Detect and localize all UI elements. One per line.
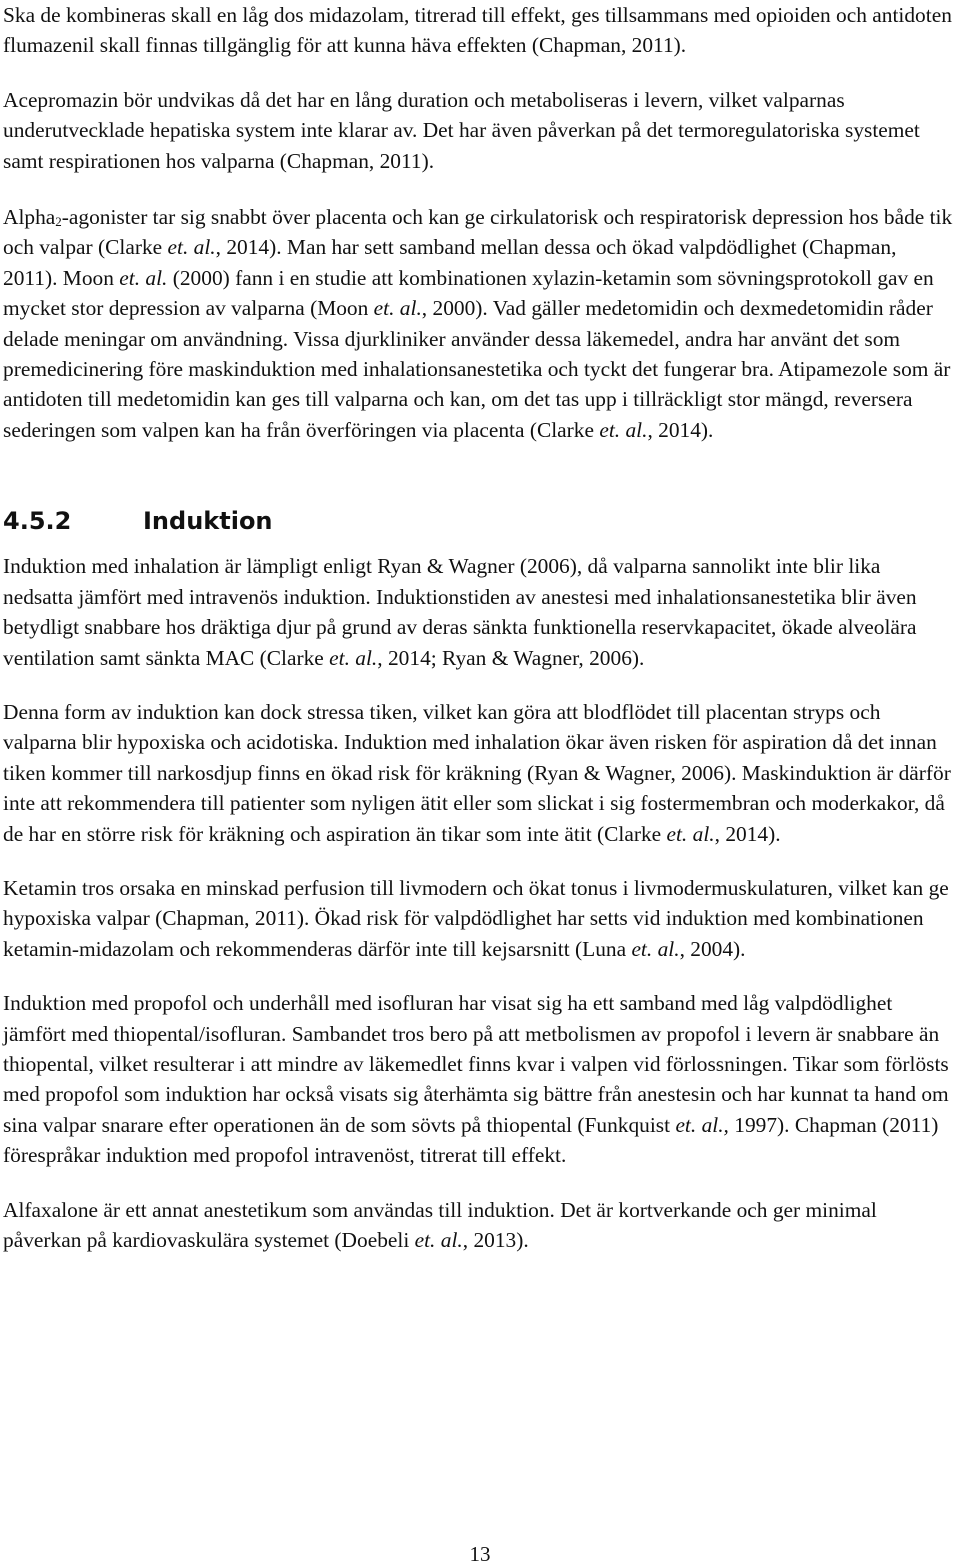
text-run: , 2014). (714, 821, 781, 846)
section-number: 4.5.2 (3, 507, 72, 536)
text-run: Ska de kombineras skall en låg dos midazolam, titrerad till effekt, ges tillsammans med opioiden och antidoten flumazenil skall finnas tillgänglig för att kunna häva effekten (Chapman, 2011). (3, 3, 952, 58)
text-run: Ketamin tros orsaka en minskad perfusion till livmodern och ökat tonus i livmodermuskulaturen, vilket kan ge hypoxiska valpar (Chapman, 2011). Ökad risk för valpdödlighet har setts vid induktion med kombinationen ketamin-midazolam och rekommenderas därför inte till kejsarsnitt (Luna (3, 875, 949, 961)
italic-text: et. al. (666, 821, 715, 846)
italic-text: et. al. (329, 645, 378, 670)
paragraph-ketamin (3, 873, 955, 964)
paragraph-inhalation (3, 551, 955, 673)
section-title: Induktion (143, 507, 273, 536)
text-run: , 2004). (679, 936, 746, 961)
italic-text: et. al. (599, 417, 648, 442)
italic-text: et. al., (675, 1112, 729, 1137)
text-run: , 2014). Man har sett samband mellan dessa och ökad valpdödlighet (Chapman, 2011). Moon (3, 235, 897, 290)
italic-text: et. al. (631, 936, 680, 961)
text-run: Alfaxalone är ett annat anestetikum som användas till induktion. Det är kortverkande och ger minimal påverkan på kardiovaskulära systemet (Doebeli (3, 1197, 877, 1252)
paragraph-midazolam (3, 0, 955, 61)
section-heading (3, 505, 955, 537)
paragraph-maskinduktion (3, 697, 955, 849)
text-run: (2000) fann i en studie att kombinationen xylazin-ketamin som sövningsprotokoll gav en mycket stor depression av valparna (Moon (3, 265, 934, 321)
document-page (3, 0, 955, 1255)
paragraph-alfaxalone (3, 1195, 955, 1256)
paragraph-alpha2-agonister (3, 202, 955, 445)
text-run: -agonister tar sig snabbt över placenta och kan ge cirkulatorisk och respiratorisk depression hos både tik och valpar (Clarke (3, 205, 953, 260)
text-run: Denna form av induktion kan dock stressa tiken, vilket kan göra att blodflödet till placentan stryps och valparna blir hypoxiska och acidotiska. Induktion med inhalation ökar även risken för aspiration då det innan tiken kommer till narkosdjup finns en ökad risk för kräkning (Ryan & Wagner, 2006). Maskinduktion är därför inte att rekommendera till patienter som nyligen ätit eller som slickat i sig fostermembran och moderkakor, då de har en större risk för kräkning och aspiration än tikar som inte ätit (Clarke (3, 699, 951, 846)
text-run: Induktion med propofol och underhåll med isofluran har visat sig ha ett samband med låg valpdödlighet jämfört med thiopental/isofluran. Sambandet tros bero på att metbolismen av propofol i levern är snabbare än thiopental, vilket resulterar i att mindre av läkemedlet finns kvar i valpen vid förlossningen. Tikar som förlösts med propofol som induktion har också visats sig återhämta sig bättre från anestesin och har kunnat ta hand om sina valpar snarare efter operationen än de som sövts på thiopental (Funkquist (3, 991, 949, 1137)
paragraph-acepromazin (3, 85, 955, 176)
text-run: Acepromazin bör undvikas då det har en lång duration och metaboliseras i levern, vilket valparnas underutvecklade hepatiska system inte klarar av. Det har även påverkan på det termoregulatoriska systemet samt respirationen hos valparna (Chapman, 2011). (3, 87, 920, 173)
text-run: Alpha (3, 205, 56, 230)
text-run: , 2000). Vad gäller medetomidin och dexmedetomidin råder delade meningar om användning. Vissa djurkliniker använder dessa läkemedel, andra har använt det som premedicinering före maskinduktion med inhalationsanestetika och tyckt det fungerar bra. Atipamezole som är antidoten till medetomidin kan ges till valparna och kan, om det tas upp i tillräckligt stor mängd, reversera sederingen som valpen kan ha från överföringen via placenta (Clarke (3, 296, 951, 442)
italic-text: et. al. (373, 296, 422, 321)
paragraph-propofol (3, 988, 955, 1170)
italic-text: et. al. (414, 1228, 463, 1252)
page-number: 13 (469, 1542, 491, 1566)
text-run: , 2014). (647, 417, 714, 442)
text-run: 1997). Chapman (2011) förespråkar induktion med propofol intravenöst, titrerat till effekt. (3, 1112, 939, 1168)
italic-text: et. al. (119, 265, 168, 290)
text-run: Induktion med inhalation är lämpligt enligt Ryan & Wagner (2006), då valparna sannolikt inte blir lika nedsatta jämfört med intravenös induktion. Induktionstiden av anestesi med inhalationsanestetika blir även betydligt snabbare hos dräktiga djur på grund av deras sänkta funktionella reservkapacitet, ökade alveolära ventilation samt sänkta MAC (Clarke (3, 554, 917, 670)
subscript-text: 2 (55, 214, 62, 230)
text-run: , 2013). (462, 1228, 529, 1252)
italic-text: et. al. (167, 235, 216, 260)
text-run: , 2014; Ryan & Wagner, 2006). (377, 645, 645, 670)
